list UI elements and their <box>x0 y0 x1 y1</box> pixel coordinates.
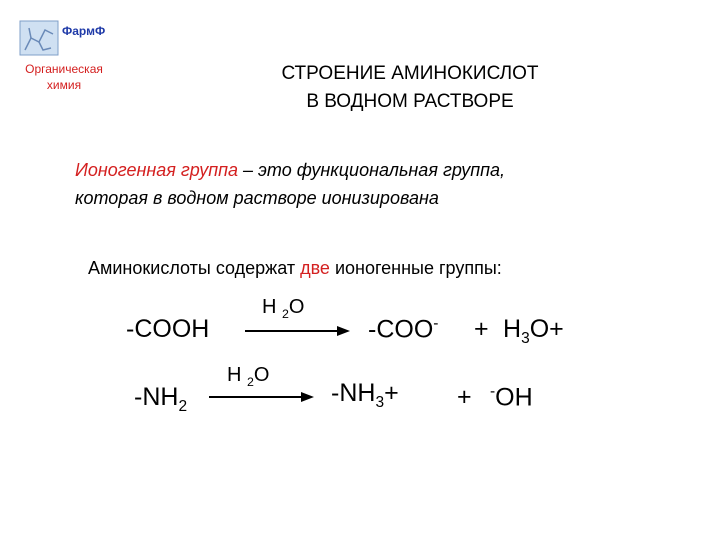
eq1-reactant: -COOH <box>126 315 210 343</box>
eq2-product2: -OH <box>490 383 533 412</box>
eq2-product1: $-NH_3+$ <box>331 379 399 411</box>
eq1-arrow-icon <box>245 324 351 338</box>
eq2-arrow-icon <box>209 390 315 404</box>
logo-text: ФармФ <box>62 24 106 38</box>
statement-highlight: две <box>300 258 330 278</box>
eq1-reagent: H $_2$O <box>262 296 305 321</box>
eq1-product1: -COO- <box>368 315 439 344</box>
subject-label: Органическая химия <box>25 62 103 92</box>
page-title-line1: СТРОЕНИЕ АМИНОКИСЛОТ <box>281 63 539 84</box>
statement-after: ионогенные группы: <box>329 258 502 278</box>
logo-image <box>19 20 59 56</box>
statement <box>88 258 502 279</box>
definition-line2: которая в водном растворе ионизирована <box>75 188 439 208</box>
eq1-plus: + <box>474 315 489 343</box>
eq2-reagent: H $_2$O <box>227 364 270 389</box>
statement-before: Аминокислоты содержат <box>88 258 301 278</box>
definition-line1 <box>75 156 505 184</box>
eq2-plus: + <box>457 383 472 411</box>
eq1-product2: $H_3O+$ <box>503 315 564 347</box>
eq2-reactant: $-NH_2$ <box>134 383 188 415</box>
definition-rest: – это функциональная группа, <box>238 160 506 180</box>
definition-term: Ионогенная группа <box>75 160 239 180</box>
page-title-line2: В ВОДНОМ РАСТВОРЕ <box>306 91 514 112</box>
